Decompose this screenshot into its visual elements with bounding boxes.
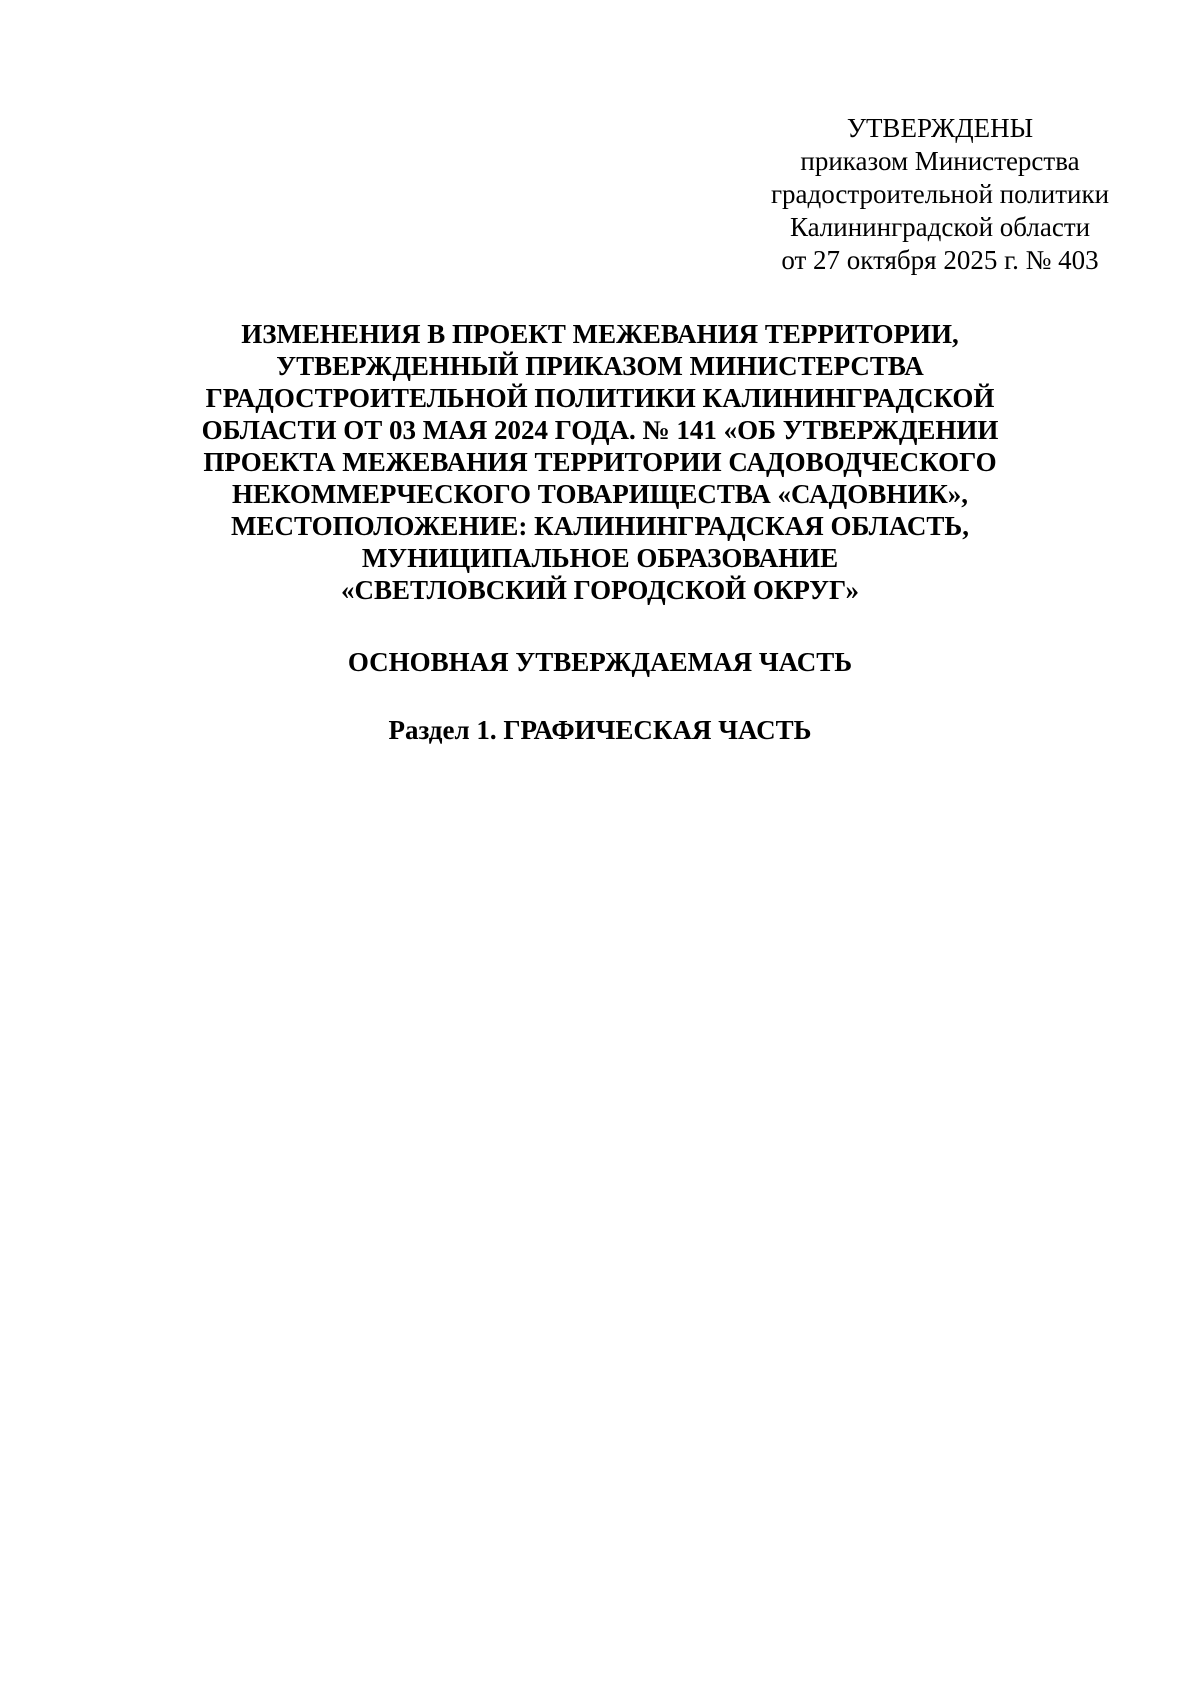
title-line: ГРАДОСТРОИТЕЛЬНОЙ ПОЛИТИКИ КАЛИНИНГРАДСКОЙ xyxy=(205,383,995,413)
title-line: ПРОЕКТА МЕЖЕВАНИЯ ТЕРРИТОРИИ САДОВОДЧЕСКОГО xyxy=(203,447,997,477)
document-title xyxy=(130,318,1070,606)
title-line: НЕКОММЕРЧЕСКОГО ТОВАРИЩЕСТВА «САДОВНИК», xyxy=(231,479,969,509)
approval-line: от 27 октября 2025 г. № 403 xyxy=(781,245,1099,275)
title-line: УТВЕРЖДЕННЫЙ ПРИКАЗОМ МИНИСТЕРСТВА xyxy=(276,351,924,381)
approval-line: УТВЕРЖДЕНЫ xyxy=(846,113,1034,143)
title-line: МУНИЦИПАЛЬНОЕ ОБРАЗОВАНИЕ xyxy=(361,543,839,573)
section-heading: Раздел 1. ГРАФИЧЕСКАЯ ЧАСТЬ xyxy=(388,715,812,745)
title-line: ИЗМЕНЕНИЯ В ПРОЕКТ МЕЖЕВАНИЯ ТЕРРИТОРИИ, xyxy=(241,319,959,349)
approval-line: приказом Министерства xyxy=(800,146,1080,176)
approval-line: Калининградской области xyxy=(789,212,1091,242)
title-line: ОБЛАСТИ ОТ 03 МАЯ 2024 ГОДА. № 141 «ОБ УТВЕРЖДЕНИИ xyxy=(201,415,999,445)
document-subtitle: ОСНОВНАЯ УТВЕРЖДАЕМАЯ ЧАСТЬ xyxy=(347,647,853,677)
title-line: МЕСТОПОЛОЖЕНИЕ: КАЛИНИНГРАДСКАЯ ОБЛАСТЬ, xyxy=(230,511,970,541)
approval-line: градостроительной политики xyxy=(770,179,1110,209)
title-line: «СВЕТЛОВСКИЙ ГОРОДСКОЙ ОКРУГ» xyxy=(340,575,860,605)
approval-stamp-block xyxy=(760,112,1120,277)
